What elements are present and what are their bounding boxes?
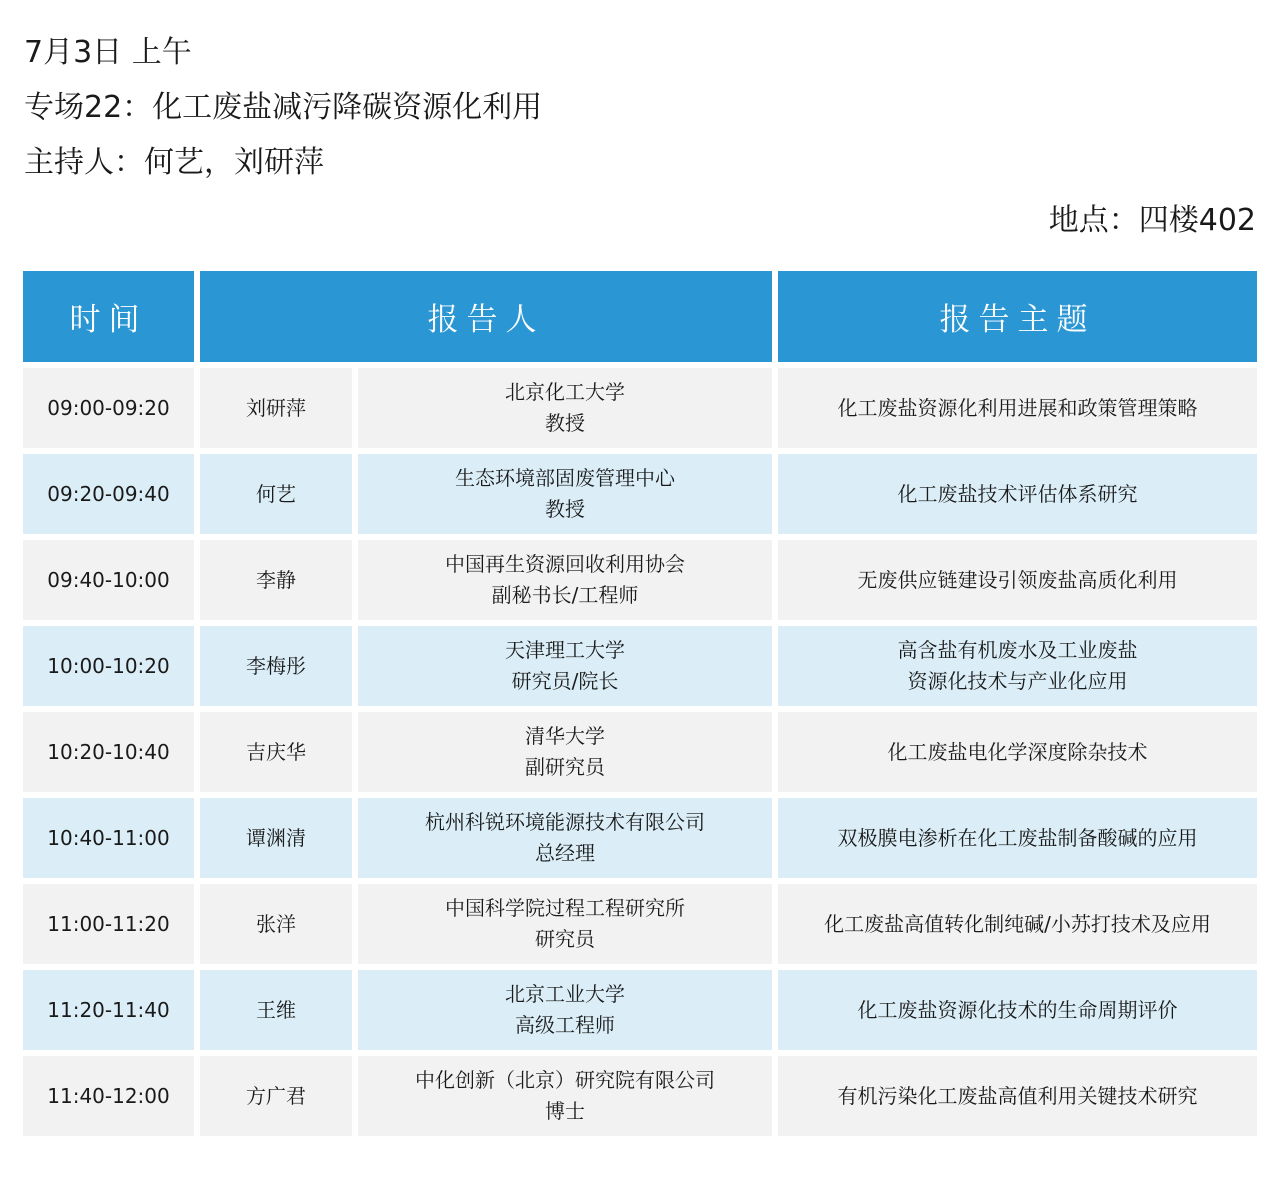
speaker-name: 刘研萍	[246, 395, 306, 420]
topic-cell	[778, 368, 1257, 448]
speaker-name-cell	[200, 540, 352, 620]
topic-text: 无废供应链建设引领废盐高质化利用	[857, 567, 1178, 592]
speaker-name-cell	[200, 368, 352, 448]
time-text: 10:20-10:40	[47, 739, 170, 764]
speaker-organization: 天津理工大学	[505, 638, 625, 662]
table-row	[23, 540, 1257, 620]
speaker-name: 李梅彤	[246, 653, 306, 678]
speaker-affiliation-cell	[358, 970, 772, 1050]
topic-cell	[778, 884, 1257, 964]
topic-text: 双极膜电渗析在化工废盐制备酸碱的应用	[837, 825, 1198, 850]
speaker-organization: 中国科学院过程工程研究所	[445, 896, 685, 920]
topic-text: 有机污染化工废盐高值利用关键技术研究	[837, 1083, 1198, 1108]
time-cell	[23, 1056, 194, 1136]
table-header-row	[23, 271, 1257, 362]
table-row	[23, 1056, 1257, 1136]
speaker-title: 研究员/院长	[511, 669, 619, 693]
speaker-name-cell	[200, 884, 352, 964]
table-row	[23, 712, 1257, 792]
speaker-title: 教授	[545, 411, 585, 435]
column-header-topic: 报告主题	[778, 271, 1257, 362]
speaker-organization: 生态环境部固废管理中心	[455, 466, 675, 490]
speaker-affiliation-cell	[358, 626, 772, 706]
speaker-title: 研究员	[535, 927, 595, 951]
speaker-name: 何艺	[256, 481, 296, 506]
schedule-table	[23, 271, 1257, 1142]
topic-text: 化工废盐资源化利用进展和政策管理策略	[837, 395, 1198, 420]
speaker-name-cell	[200, 1056, 352, 1136]
speaker-name: 李静	[256, 567, 296, 592]
time-text: 11:00-11:20	[47, 911, 170, 936]
session-date: 7月3日 上午	[24, 35, 192, 70]
speaker-name: 谭渊清	[246, 825, 306, 850]
topic-cell	[778, 540, 1257, 620]
time-text: 10:00-10:20	[47, 653, 170, 678]
topic-text: 化工废盐资源化技术的生命周期评价	[857, 997, 1178, 1022]
speaker-affiliation-cell	[358, 884, 772, 964]
speaker-organization: 清华大学	[525, 724, 605, 748]
speaker-organization: 北京化工大学	[505, 380, 625, 404]
speaker-affiliation-cell	[358, 454, 772, 534]
speaker-name-cell	[200, 626, 352, 706]
speaker-affiliation-cell	[358, 1056, 772, 1136]
speaker-organization: 杭州科锐环境能源技术有限公司	[425, 810, 705, 834]
speaker-name: 王维	[256, 997, 296, 1022]
time-text: 11:40-12:00	[47, 1083, 170, 1108]
speaker-name-cell	[200, 798, 352, 878]
topic-text: 化工废盐高值转化制纯碱/小苏打技术及应用	[824, 911, 1211, 936]
time-text: 10:40-11:00	[47, 825, 170, 850]
speaker-affiliation-cell	[358, 798, 772, 878]
topic-text: 化工废盐技术评估体系研究	[897, 481, 1138, 506]
table-row	[23, 884, 1257, 964]
session-title: 专场22：化工废盐减污降碳资源化利用	[24, 90, 543, 125]
speaker-name-cell	[200, 970, 352, 1050]
speaker-affiliation-cell	[358, 540, 772, 620]
time-cell	[23, 884, 194, 964]
session-venue: 地点：四楼402	[1048, 203, 1256, 238]
time-cell	[23, 540, 194, 620]
speaker-name-cell	[200, 712, 352, 792]
table-row	[23, 368, 1257, 448]
column-header-time: 时间	[23, 271, 194, 362]
speaker-organization: 中化创新（北京）研究院有限公司	[415, 1068, 715, 1092]
topic-text: 化工废盐电化学深度除杂技术	[887, 739, 1148, 764]
time-cell	[23, 798, 194, 878]
speaker-organization: 北京工业大学	[505, 982, 625, 1006]
time-text: 09:00-09:20	[47, 395, 170, 420]
time-text: 11:20-11:40	[47, 997, 170, 1022]
topic-cell	[778, 454, 1257, 534]
time-cell	[23, 454, 194, 534]
table-row	[23, 970, 1257, 1050]
table-body	[23, 368, 1257, 1136]
speaker-title: 副研究员	[525, 755, 605, 779]
column-header-speaker: 报告人	[200, 271, 772, 362]
topic-text: 高含盐有机废水及工业废盐	[897, 638, 1138, 662]
speaker-affiliation-cell	[358, 712, 772, 792]
time-cell	[23, 712, 194, 792]
speaker-name-cell	[200, 454, 352, 534]
time-cell	[23, 368, 194, 448]
topic-cell	[778, 626, 1257, 706]
speaker-title: 博士	[545, 1099, 585, 1123]
topic-cell	[778, 1056, 1257, 1136]
session-hosts: 主持人：何艺，刘研萍	[24, 145, 324, 180]
speaker-name: 方广君	[246, 1083, 306, 1108]
time-text: 09:40-10:00	[47, 567, 170, 592]
topic-cell	[778, 798, 1257, 878]
speaker-name: 吉庆华	[246, 739, 306, 764]
topic-text: 资源化技术与产业化应用	[907, 669, 1128, 693]
speaker-organization: 中国再生资源回收利用协会	[445, 552, 685, 576]
topic-cell	[778, 970, 1257, 1050]
speaker-name: 张洋	[256, 911, 296, 936]
speaker-title: 总经理	[535, 841, 595, 865]
time-text: 09:20-09:40	[47, 481, 170, 506]
speaker-title: 教授	[545, 497, 585, 521]
table-row	[23, 454, 1257, 534]
speaker-title: 副秘书长/工程师	[491, 583, 639, 607]
time-cell	[23, 626, 194, 706]
speaker-title: 高级工程师	[515, 1013, 615, 1037]
topic-cell	[778, 712, 1257, 792]
speaker-affiliation-cell	[358, 368, 772, 448]
table-row	[23, 798, 1257, 878]
table-row	[23, 626, 1257, 706]
time-cell	[23, 970, 194, 1050]
